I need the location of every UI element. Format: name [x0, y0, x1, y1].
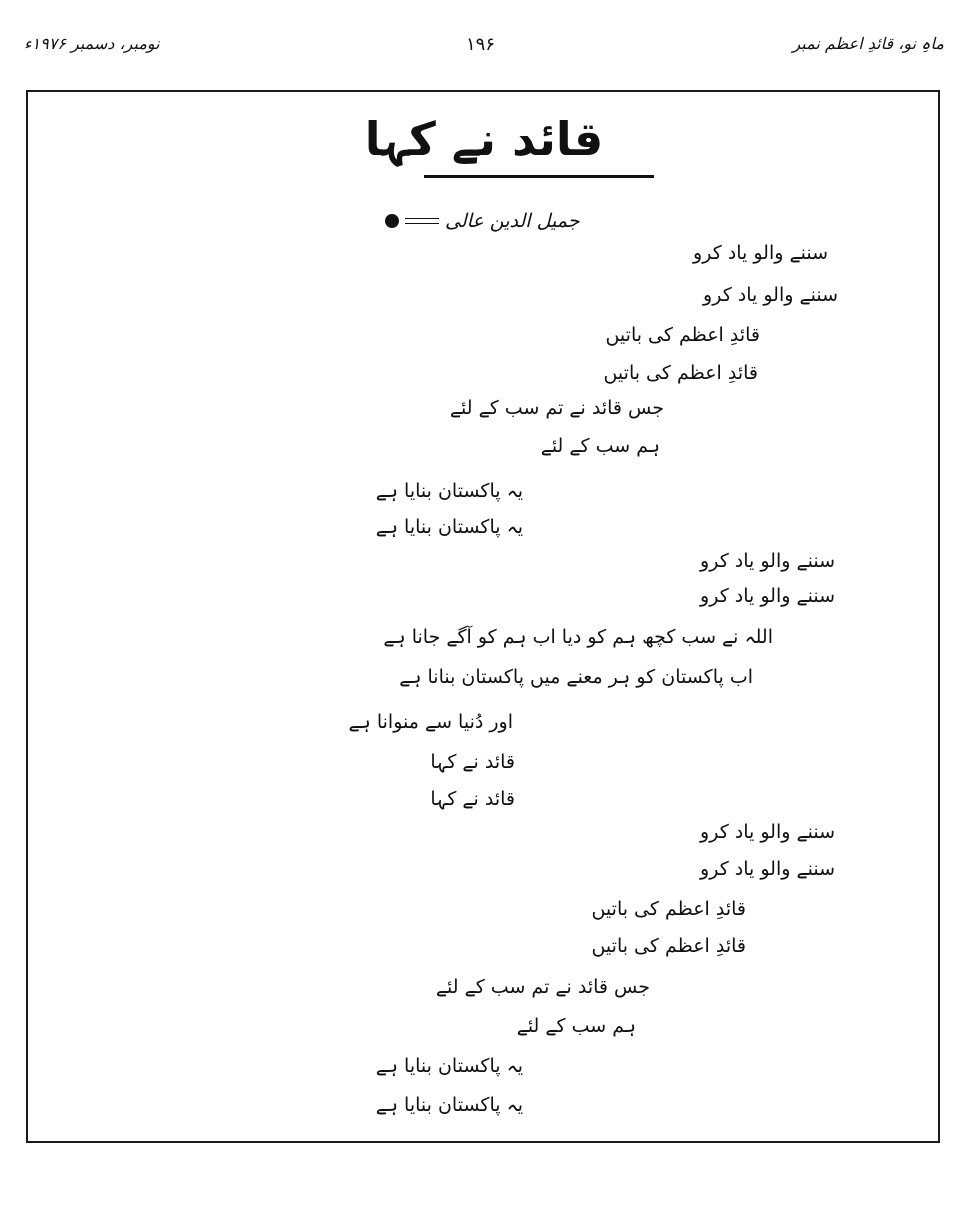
poem-line: یہ پاکستان بنایا ہے — [375, 516, 523, 538]
poem-line: سننے والو یاد کرو — [700, 821, 835, 843]
poem-line: سننے والو یاد کرو — [703, 284, 838, 306]
poem-line: قائدِ اعظم کی باتیں — [591, 935, 746, 957]
header-magazine-name: ماہِ نو، قائدِ اعظم نمبر — [792, 34, 944, 53]
poem-line: قائدِ اعظم کی باتیں — [605, 324, 760, 346]
poem-line: قائدِ اعظم کی باتیں — [591, 898, 746, 920]
poem-line: ہم سب کے لئے — [516, 1015, 636, 1037]
poem-line: اب پاکستان کو ہر معنے میں پاکستان بنانا ہے — [399, 666, 753, 688]
poem-line: یہ پاکستان بنایا ہے — [375, 1094, 523, 1116]
dash-icon — [405, 218, 439, 224]
bullet-icon — [385, 214, 399, 228]
poem-line: قائد نے کہا — [430, 788, 515, 810]
poem-line: سننے والو یاد کرو — [700, 550, 835, 572]
poem-line: قائد نے کہا — [430, 751, 515, 773]
header-date: نومبر، دسمبر ۱۹۷۶ء — [24, 34, 160, 53]
poem-line: سننے والو یاد کرو — [700, 858, 835, 880]
poem-line: قائدِ اعظم کی باتیں — [603, 362, 758, 384]
poem-line: یہ پاکستان بنایا ہے — [375, 480, 523, 502]
author-name: جمیل الدین عالی — [445, 210, 580, 232]
title-underline — [424, 175, 654, 178]
page-number: ۱۹۶ — [466, 34, 496, 55]
poem-line: ہم سب کے لئے — [540, 435, 660, 457]
poem-line: اللہ نے سب کچھ ہم کو دیا اب ہم کو آگے جانا ہے — [383, 626, 773, 648]
byline — [385, 210, 579, 232]
poem-line: سننے والو یاد کرو — [693, 242, 828, 264]
poem-line: جس قائد نے تم سب کے لئے — [449, 397, 664, 419]
poem-line: سننے والو یاد کرو — [700, 585, 835, 607]
poem-title: قائد نے کہا — [364, 112, 604, 166]
poem-line: جس قائد نے تم سب کے لئے — [435, 976, 650, 998]
poem-line: یہ پاکستان بنایا ہے — [375, 1055, 523, 1077]
poem-line: اور دُنیا سے منوانا ہے — [348, 711, 513, 733]
